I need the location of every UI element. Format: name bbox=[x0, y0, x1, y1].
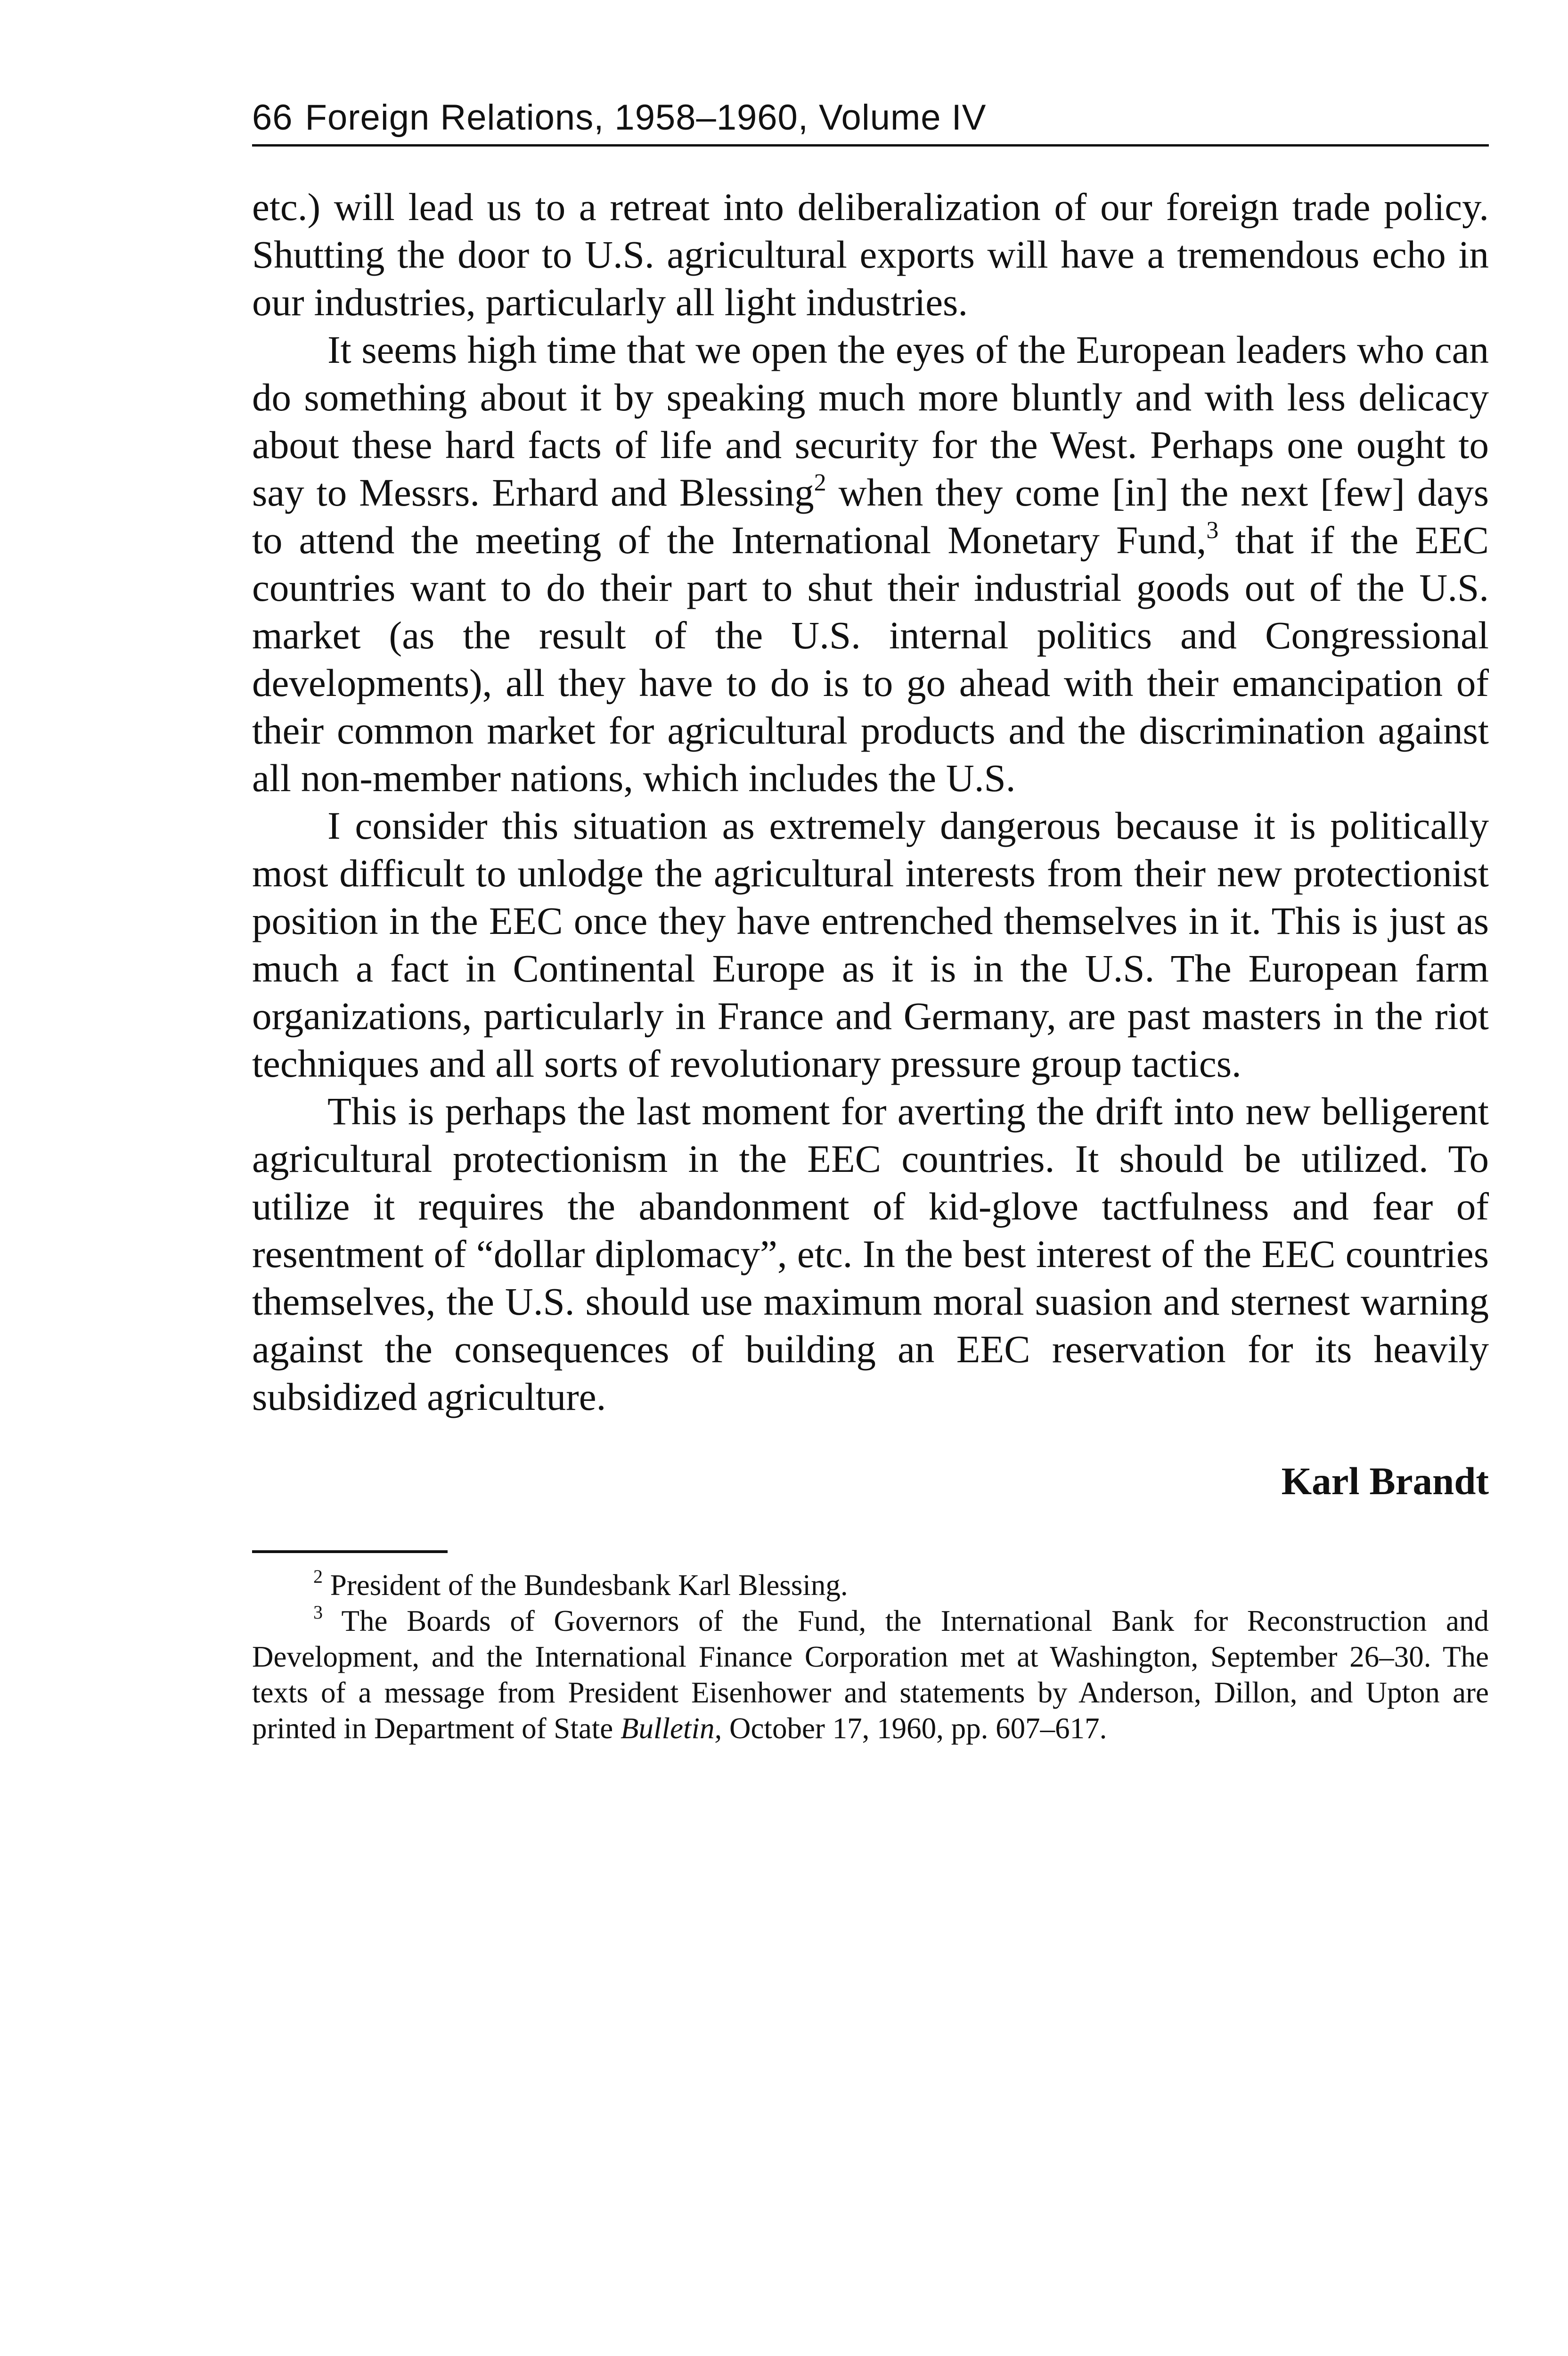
footnote-3: $^3$ The Boards of Governors of the Fund, the International Bank for Reconstruction and Development, and the International Finance Corporation met at Washington, September 26–30. The texts of a message from President Eisenhower and statements by Anderson, Dillon, and Upton are printed in Department of State Bulletin, October 17, 1960, pp. 607–617. bbox=[252, 1602, 1489, 1745]
footnote-ref-2[interactable]: 2 bbox=[814, 469, 826, 496]
footnote-2: $^2$ President of the Bundesbank Karl Blessing. bbox=[313, 1566, 848, 1602]
footnotes bbox=[252, 1567, 1489, 1746]
footnote-mark-3: 3 bbox=[313, 1602, 323, 1623]
document-page bbox=[252, 94, 1489, 1746]
volume-title: Foreign Relations, 1958–1960, Volume IV bbox=[305, 98, 987, 138]
running-header bbox=[252, 94, 1489, 147]
paragraph-1: etc.) will lead us to a retreat into deliberalization of our foreign trade policy. Shutting the door to U.S. agricultural exports will have a tremendous echo in our industries, particularly all light industries. bbox=[252, 185, 1489, 324]
signature: Karl Brandt bbox=[1281, 1459, 1489, 1503]
publication-title: Bulletin, bbox=[621, 1712, 722, 1745]
footnote-mark-2: 2 bbox=[313, 1566, 323, 1587]
footnote-divider bbox=[252, 1550, 448, 1553]
body-text bbox=[252, 183, 1489, 1421]
footnote-ref-3[interactable]: 3 bbox=[1206, 517, 1219, 544]
paragraph-2: It seems high time that we open the eyes of the European leaders who can do something about it by speaking much more bluntly and with less delicacy about these hard facts of life and security for the West. Perhaps one ought to say to Messrs. Erhard and Blessing$^2$ when they come [in] the next [few] days to attend the meeting of the International Monetary Fund,$^3$ that if the EEC countries want to do their part to shut their industrial goods out of the U.S. market (as the result of the U.S. internal politics and Congressional developments), all they have to do is to go ahead with their emancipation of their common market for agricultural products and the discrimination against all non-member nations, which includes the U.S. bbox=[252, 328, 1489, 800]
page-number: 66 bbox=[252, 98, 293, 138]
paragraph-3: I consider this situation as extremely dangerous because it is politically most difficult to unlodge the agricultural interests from their new protectionist position in the EEC once they have entrenched themselves in it. This is just as much a fact in Continental Europe as it is in the U.S. The European farm organizations, particularly in France and Germany, are past masters in the riot techniques and all sorts of revolutionary pressure group tactics. bbox=[252, 804, 1489, 1085]
paragraph-4: This is perhaps the last moment for averting the drift into new belligerent agricultural protectionism in the EEC countries. It should be utilized. To utilize it requires the abandonment of kid-glove tactfulness and fear of resentment of “dollar diplomacy”, etc. In the best interest of the EEC countries themselves, the U.S. should use maximum moral suasion and sternest warning against the consequences of building an EEC reservation for its heavily subsidized agriculture. bbox=[252, 1089, 1489, 1418]
